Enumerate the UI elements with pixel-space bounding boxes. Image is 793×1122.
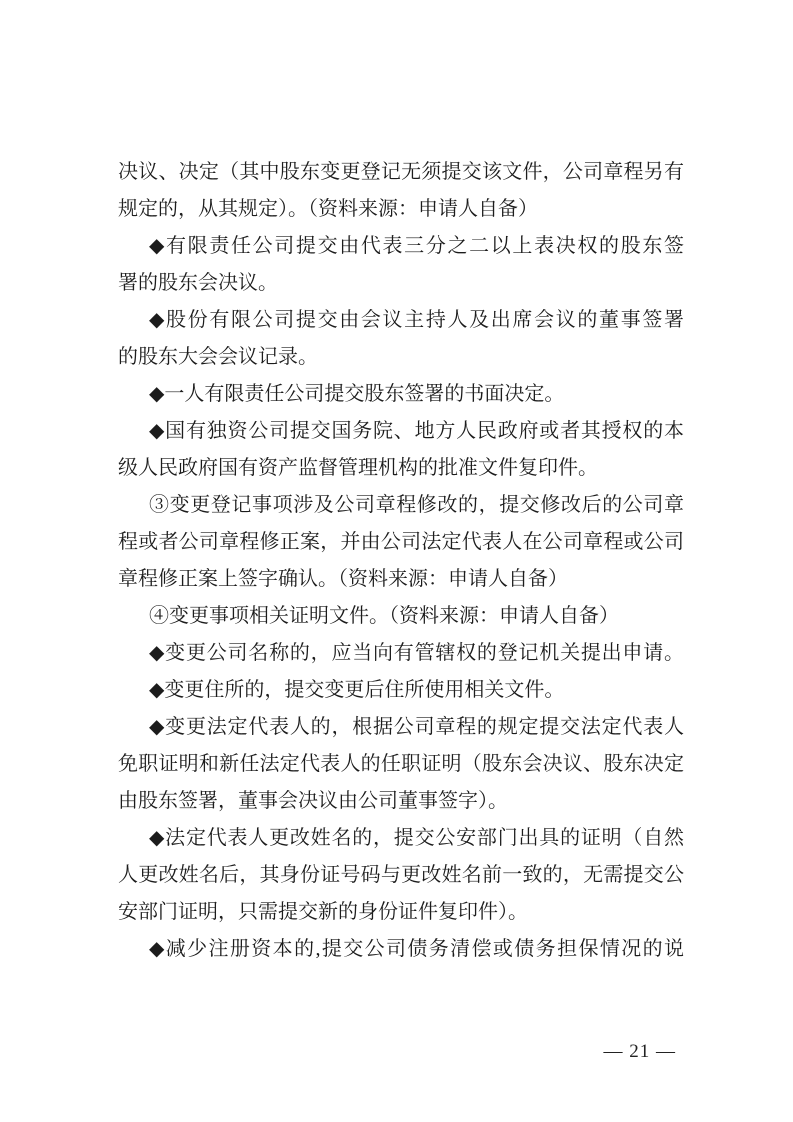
text-line: ◆股份有限公司提交由会议主持人及出席会议的董事签署 [149, 309, 684, 331]
page-number-label: — 21 — [603, 1041, 676, 1062]
text-line: ◆有限责任公司提交由代表三分之二以上表决权的股东签 [149, 235, 684, 257]
text-line: ◆法定代表人更改姓名的，提交公安部门出具的证明（自然 [149, 827, 684, 849]
text-line: 由股东签署，董事会决议由公司董事签字）。 [118, 790, 508, 812]
text-line: ◆国有独资公司提交国务院、地方人民政府或者其授权的本 [149, 420, 684, 442]
text-line: 安部门证明，只需提交新的身份证件复印件）。 [118, 901, 528, 923]
text-line: ◆变更住所的，提交变更后住所使用相关文件。 [149, 679, 565, 701]
text-line: 决议、决定（其中股东变更登记无须提交该文件，公司章程另有 [118, 161, 684, 183]
text-line: 免职证明和新任法定代表人的任职证明（股东会决议、股东决定 [118, 753, 684, 775]
text-line: ◆变更公司名称的，应当向有管辖权的登记机关提出申请。 [149, 642, 684, 664]
text-line: ◆减少注册资本的,提交公司债务清偿或债务担保情况的说 [149, 938, 684, 960]
text-line: 署的股东会决议。 [118, 272, 278, 294]
text-line: ◆变更法定代表人的，根据公司章程的规定提交法定代表人 [149, 716, 684, 738]
body-text-block [118, 154, 684, 968]
text-line: ◆一人有限责任公司提交股东签署的书面决定。 [149, 383, 565, 405]
text-line: 规定的，从其规定）。（资料来源：申请人自备） [118, 198, 538, 220]
page-number [0, 1041, 676, 1063]
text-line: 级人民政府国有资产监督管理机构的批准文件复印件。 [118, 457, 598, 479]
text-line: ③变更登记事项涉及公司章程修改的，提交修改后的公司章 [149, 494, 684, 516]
text-line: 的股东大会会议记录。 [118, 346, 318, 368]
text-line: 章程修正案上签字确认。（资料来源：申请人自备） [118, 568, 568, 590]
text-line: ④变更事项相关证明文件。（资料来源：申请人自备） [149, 605, 619, 627]
text-line: 人更改姓名后，其身份证号码与更改姓名前一致的，无需提交公 [118, 864, 684, 886]
text-line: 程或者公司章程修正案，并由公司法定代表人在公司章程或公司 [118, 531, 684, 553]
